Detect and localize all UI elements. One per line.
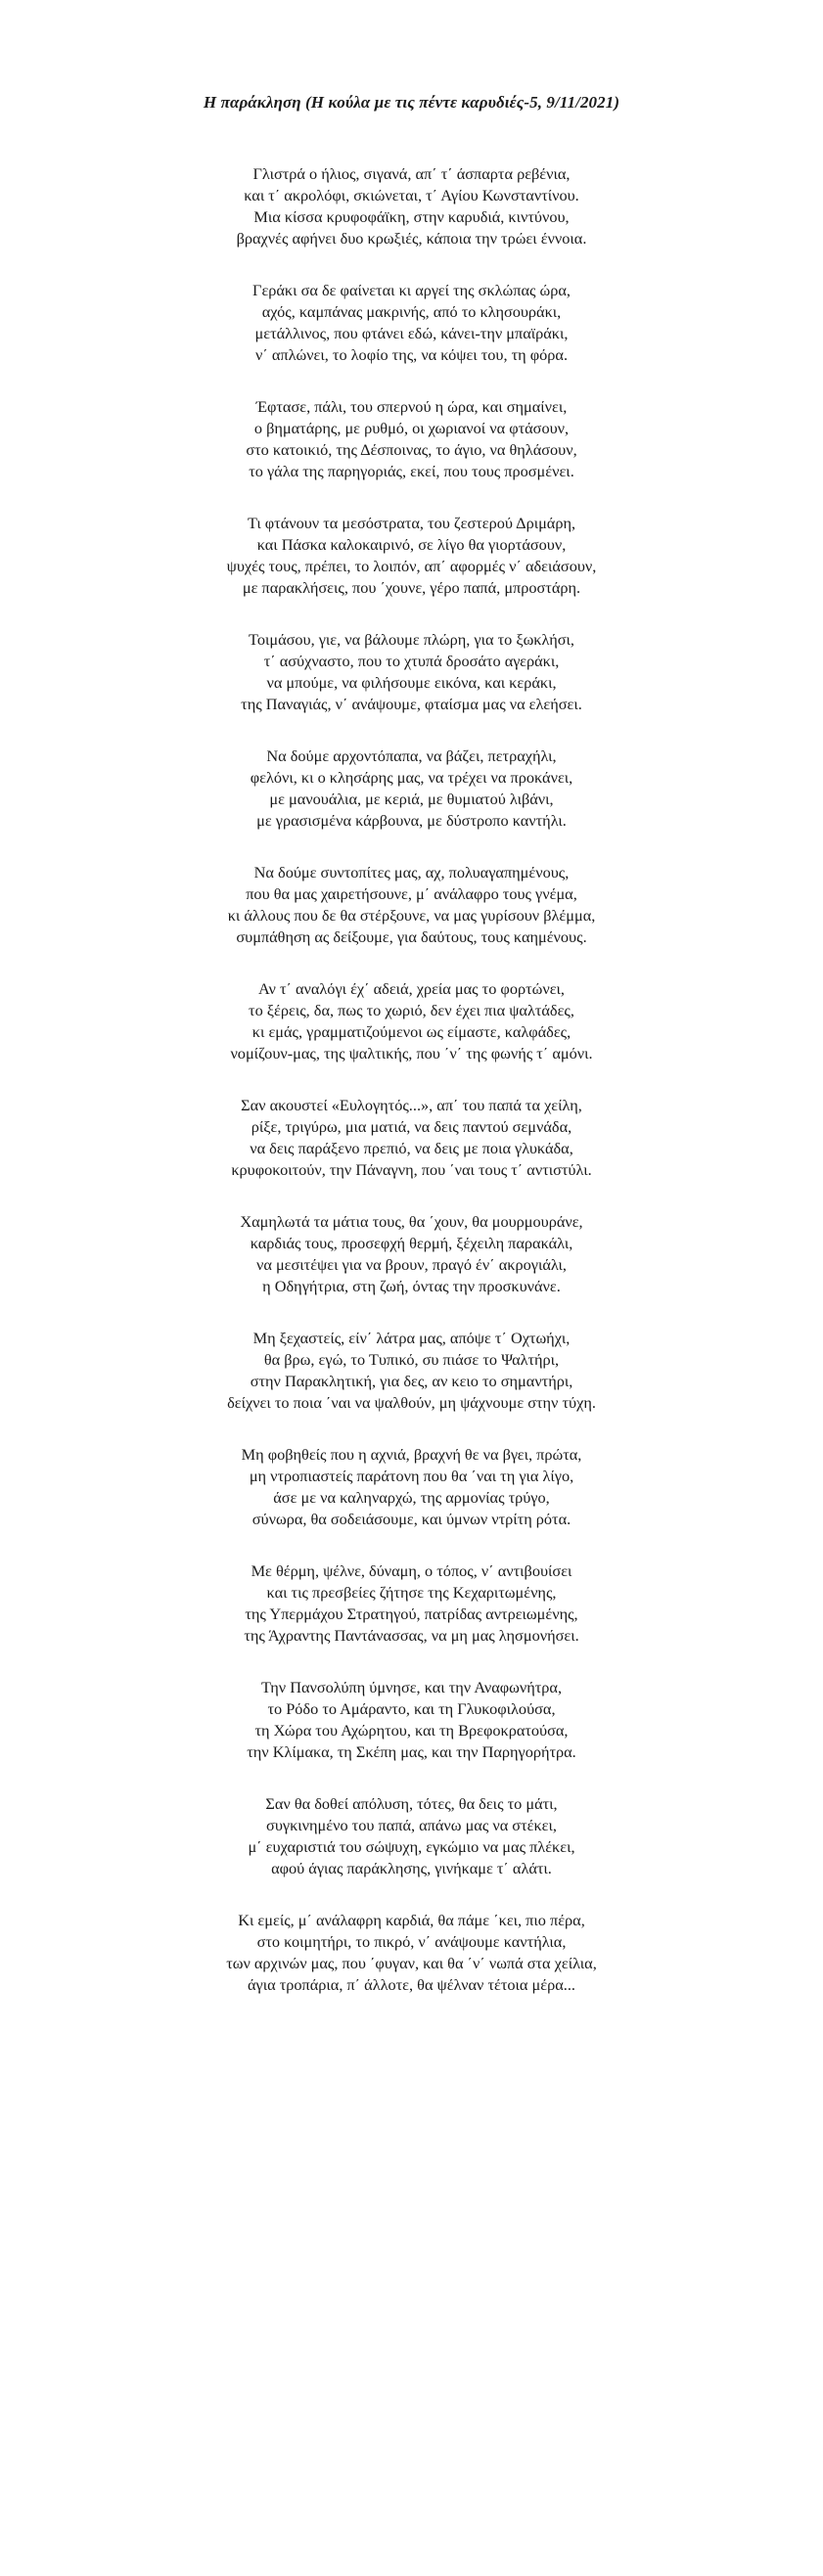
poem-line: με μανουάλια, με κεριά, με θυμιατού λιβάνι, <box>269 790 554 808</box>
poem-line: φελόνι, κι ο κλησάρης μας, να τρέχει να προκάνει, <box>250 768 573 787</box>
poem-line: ψυχές τους, πρέπει, το λοιπόν, απ΄ αφορμές ν΄ αδειάσουν, <box>226 557 597 575</box>
poem-line: το γάλα της παρηγοριάς, εκεί, που τους προσμένει. <box>249 462 574 480</box>
poem-line: Με θέρμη, ψέλνε, δύναμη, ο τόπος, ν΄ αντιβουίσει <box>251 1561 572 1580</box>
poem-line: ο βηματάρης, με ρυθμό, οι χωριανοί να φτάσουν, <box>253 419 570 437</box>
stanza <box>0 978 823 1064</box>
poem-line: την Κλίμακα, τη Σκέπη μας, και την Παρηγορήτρα. <box>247 1742 576 1761</box>
poem-line: σύνωρα, θα σοδειάσουμε, και ύμνων ντρίτη ρότα. <box>251 1510 572 1528</box>
poem-line: άγια τροπάρια, π΄ άλλοτε, θα ψέλναν τέτοια μέρα... <box>248 1975 575 1994</box>
poem-line: ρίξε, τριγύρω, μια ματιά, να δεις παντού σεμνάδα, <box>251 1117 572 1136</box>
poem-line: η Οδηγήτρια, στη ζωή, όντας την προσκυνάνε. <box>262 1277 561 1295</box>
poem-line: της Παναγιάς, ν΄ ανάψουμε, φταίσμα μας να ελεήσει. <box>241 695 582 713</box>
poem-line: Να δούμε αρχοντόπαπα, να βάζει, πετραχήλι, <box>266 746 557 765</box>
poem-line: των αρχινών μας, που ΄φυγαν, και θα ΄ν΄ νωπά στα χείλια, <box>226 1954 597 1972</box>
poem-line: να μεσιτέψει για να βρουν, πραγό έν΄ ακρογιάλι, <box>255 1255 567 1274</box>
poem-line: Μη ξεχαστείς, είν΄ λάτρα μας, απόψε τ΄ Οχτωήχι, <box>252 1329 571 1347</box>
poem-line: της Άχραντης Παντάνασσας, να μη μας λησμονήσει. <box>244 1626 579 1645</box>
poem-line: της Υπερμάχου Στρατηγού, πατρίδας αντρειωμένης, <box>245 1604 578 1623</box>
poem-line: τη Χώρα του Αχώρητου, και τη Βρεφοκρατούσα, <box>254 1721 569 1740</box>
poem-line: Την Πανσολύπη ύμνησε, και την Αναφωνήτρα, <box>260 1678 563 1696</box>
poem-line: στο κοιμητήρι, το πικρό, ν΄ ανάψουμε καντήλια, <box>256 1932 567 1951</box>
poem-line: να δεις παράξενο πρεπιό, να δεις με ποια γλυκάδα, <box>250 1139 573 1157</box>
poem-line: βραχνές αφήνει δυο κρωξιές, κάποια την τρώει έννοια. <box>236 229 587 248</box>
stanza <box>0 1328 823 1414</box>
poem-line: Γεράκι σα δε φαίνεται κι αργεί της σκλώπας ώρα, <box>252 281 571 299</box>
poem-line: μ΄ ευχαριστιά του σώψυχη, εγκώμιο να μας πλέκει, <box>248 1837 575 1856</box>
poem-line: και τ΄ ακρολόφι, σκιώνεται, τ΄ Αγίου Κωνσταντίνου. <box>244 186 579 204</box>
poem-line: συγκινημένο του παπά, απάνω μας να στέκει, <box>266 1816 557 1834</box>
poem-line: Σαν ακουστεί «Ευλογητός...», απ΄ του παπά τα χείλη, <box>241 1096 582 1114</box>
poem-line: να μπούμε, να φιλήσουμε εικόνα, και κεράκι, <box>266 673 557 692</box>
poem-line: Γλιστρά ο ήλιος, σιγανά, απ΄ τ΄ άσπαρτα ρεβένια, <box>252 164 571 183</box>
stanza <box>0 280 823 366</box>
poem-line: και Πάσκα καλοκαιρινό, σε λίγο θα γιορτάσουν, <box>256 535 567 554</box>
stanza <box>0 1095 823 1181</box>
stanza <box>0 1560 823 1647</box>
poem <box>0 163 823 2026</box>
poem-line: τ΄ ασύχναστο, που το χτυπά δροσάτο αγεράκι, <box>263 652 560 670</box>
poem-line: Μια κίσσα κρυφοφάϊκη, στην καρυδιά, κιντύνου, <box>253 207 570 226</box>
stanza <box>0 1677 823 1763</box>
poem-line: δείχνει το ποια ΄ναι να ψαλθούν, μη ψάχνουμε στην τύχη. <box>227 1393 596 1412</box>
poem-line: και τις πρεσβείες ζήτησε της Κεχαριτωμένης, <box>266 1583 557 1602</box>
poem-line: το ξέρεις, δα, πως το χωριό, δεν έχει πια ψαλτάδες, <box>249 1001 574 1019</box>
stanza <box>0 163 823 249</box>
stanza <box>0 1444 823 1530</box>
poem-line: κρυφοκοιτούν, την Πάναγνη, που ΄ναι τους τ΄ αντιστύλι. <box>231 1160 592 1179</box>
poem-line: άσε με να καληναρχώ, της αρμονίας τρύγο, <box>273 1488 550 1507</box>
poem-line: Σαν θα δοθεί απόλυση, τότες, θα δεις το μάτι, <box>265 1794 558 1813</box>
poem-line: αχός, καμπάνας μακρινής, από το κλησουράκι, <box>261 302 562 321</box>
stanza <box>0 629 823 715</box>
poem-line: Χαμηλωτά τα μάτια τους, θα ΄χουν, θα μουρμουράνε, <box>240 1212 583 1231</box>
poem-line: με γρασισμένα κάρβουνα, με δύστροπο καντήλι. <box>256 811 567 830</box>
stanza <box>0 862 823 948</box>
poem-line: μετάλλινος, που φτάνει εδώ, κάνει-την μπαϊράκι, <box>254 324 569 342</box>
poem-line: στην Παρακλητική, για δες, αν κειο το σημαντήρι, <box>250 1372 573 1390</box>
poem-line: Τι φτάνουν τα μεσόστρατα, του ζεστερού Δριμάρη, <box>247 514 576 532</box>
poem-line: στο κατοικιό, της Δέσποινας, το άγιο, να θηλάσουν, <box>246 440 577 459</box>
poem-line: Κι εμείς, μ΄ ανάλαφρη καρδιά, θα πάμε ΄κει, πιο πέρα, <box>238 1911 585 1929</box>
poem-line: νομίζουν-μας, της ψαλτικής, που ΄ν΄ της φωνής τ΄ αμόνι. <box>230 1044 593 1062</box>
stanza <box>0 1793 823 1879</box>
stanza <box>0 513 823 599</box>
poem-line: καρδιάς τους, προσεφχή θερμή, ξέχειλη παρακάλι, <box>250 1234 573 1252</box>
poem-line: το Ρόδο το Αμάραντο, και τη Γλυκοφιλούσα, <box>267 1699 556 1718</box>
poem-line: ν΄ απλώνει, το λοφίο της, να κόψει του, τη φόρα. <box>254 345 569 364</box>
poem-line: με παρακλήσεις, που ΄χουνε, γέρο παπά, μπροστάρη. <box>242 578 581 597</box>
poem-line: κι εμάς, γραμματιζούμενοι ως είμαστε, καλφάδες, <box>251 1022 572 1041</box>
stanza <box>0 1211 823 1297</box>
poem-line: κι άλλους που δε θα στέρξουνε, να μας γυρίσουν βλέμμα, <box>227 906 596 925</box>
poem-line: συμπάθηση ας δείξουμε, για δαύτους, τους καημένους. <box>236 927 587 946</box>
poem-line: Αν τ΄ αναλόγι έχ΄ αδειά, χρεία μας το φορτώνει, <box>257 979 566 998</box>
poem-line: μη ντροπιαστείς παράτονη που θα ΄ναι τη για λίγο, <box>249 1467 574 1485</box>
poem-line: Να δούμε συντοπίτες μας, αχ, πολυαγαπημένους, <box>253 863 570 881</box>
stanza <box>0 746 823 832</box>
stanza <box>0 1910 823 1996</box>
poem-line: Τοιμάσου, γιε, να βάλουμε πλώρη, για το ξωκλήσι, <box>249 630 574 649</box>
poem-line: θα βρω, εγώ, το Τυπικό, συ πιάσε το Ψαλτήρι, <box>263 1350 560 1369</box>
stanza <box>0 396 823 482</box>
poem-line: που θα μας χαιρετήσουνε, μ΄ ανάλαφρο τους γνέμα, <box>246 884 577 903</box>
poem-line: Έφτασε, πάλι, του σπερνού η ώρα, και σημαίνει, <box>255 397 568 416</box>
poem-line: αφού άγιας παράκλησης, γινήκαμε τ΄ αλάτι. <box>271 1859 552 1877</box>
page-title: Η παράκληση (Η κούλα με τις πέντε καρυδιές-5, 9/11/2021) <box>203 93 620 112</box>
poem-line: Μη φοβηθείς που η αχνιά, βραχνή θε να βγει, πρώτα, <box>241 1445 582 1464</box>
